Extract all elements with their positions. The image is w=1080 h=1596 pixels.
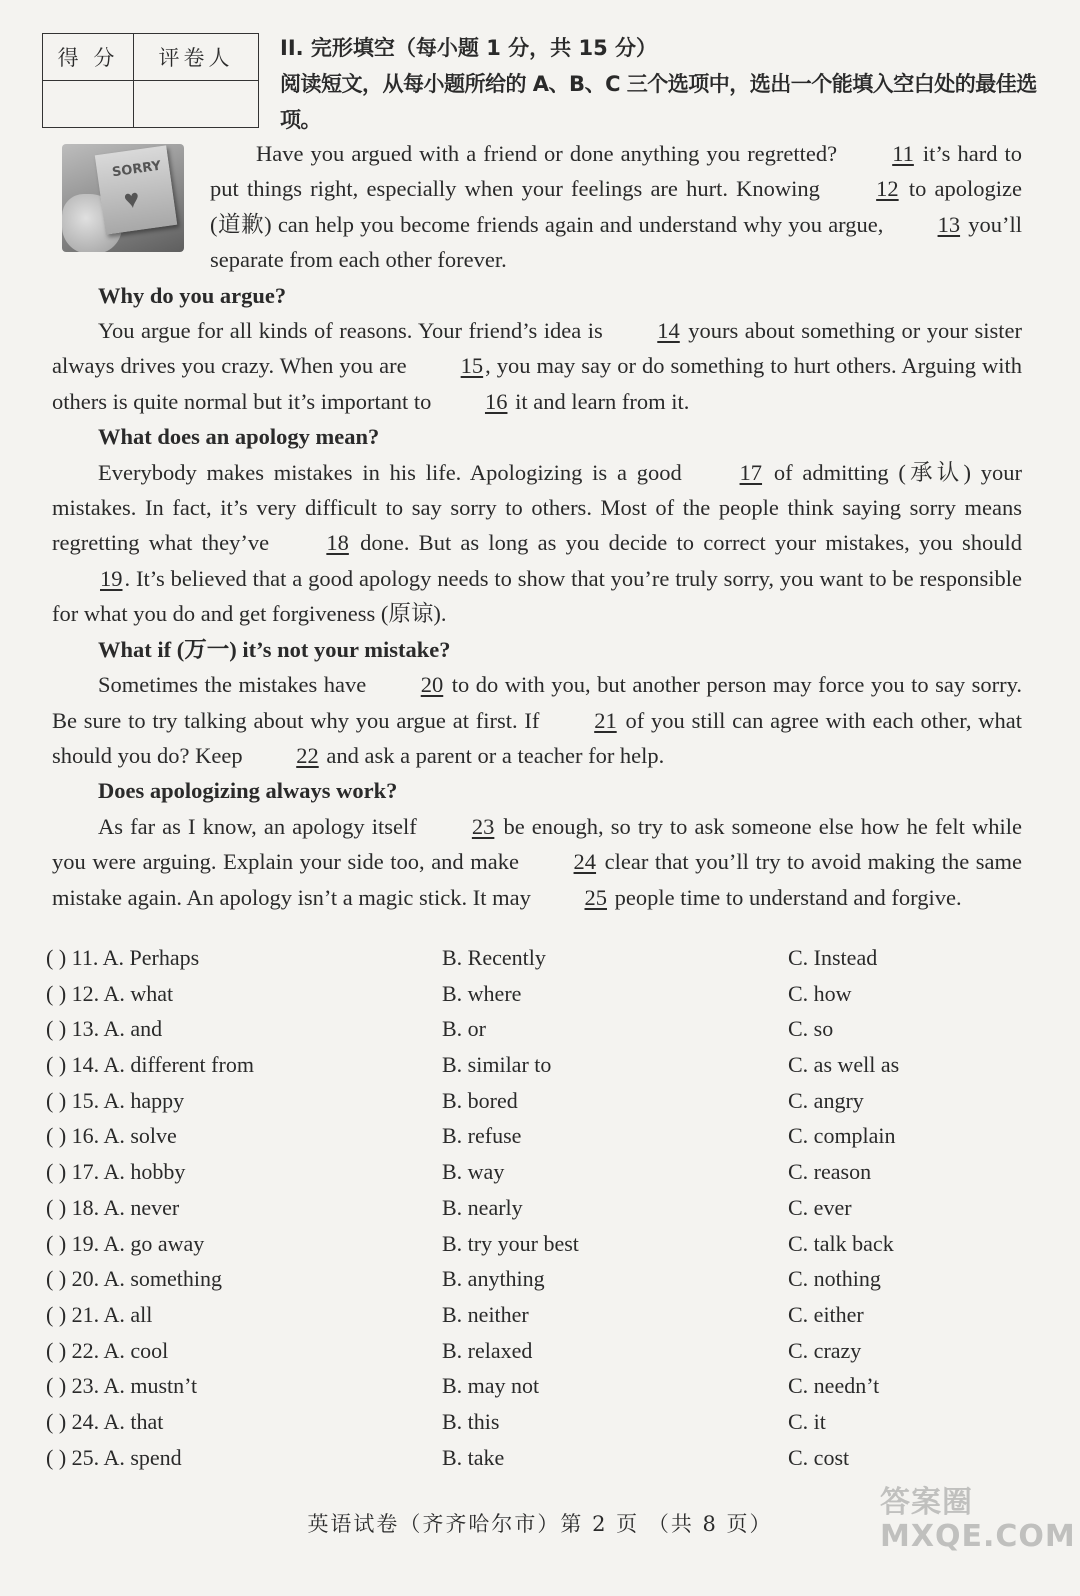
blank-19[interactable]: 19 [100, 565, 123, 591]
option-b[interactable]: B. anything [442, 1266, 545, 1292]
option-c[interactable]: C. it [788, 1408, 826, 1434]
option-c[interactable]: C. cost [788, 1444, 850, 1470]
option-b[interactable]: B. nearly [442, 1194, 523, 1220]
section-instruction: 阅读短文，从每小题所给的 A、B、C 三个选项中，选出一个能填入空白处的最佳选项。 [280, 72, 1037, 132]
blank-16[interactable]: 16 [484, 388, 508, 414]
question-row [46, 1159, 1036, 1195]
passage-text: of admitting (承认) your mistakes. In fact, it’s very difficult to say sorry to others. Most of the people think saying sorry means regretting what they’ve [52, 459, 1022, 556]
blank-25[interactable]: 25 [584, 884, 607, 910]
passage-text: Sometimes the mistakes have [98, 672, 373, 698]
question-row [46, 1052, 1036, 1088]
passage-text: to apologize (道歉) can help you become friends again and understand why you argue, [210, 176, 1023, 237]
passage-text: Have you argued with a friend or done anything you regretted? [256, 141, 845, 166]
passage-text: As far as I know, an apology itself [98, 813, 424, 839]
blank-22[interactable]: 22 [296, 742, 319, 768]
grader-label: 评卷人 [134, 34, 259, 81]
passage-text: be enough, so try to ask someone else how he felt while you were arguing. Explain your side too, and make [52, 813, 1023, 875]
passage-text: done. But as long as you decide to correct your mistakes, you should [350, 530, 1022, 556]
question-row [46, 1088, 1036, 1124]
question-option-a[interactable]: ( ) 12. A. what [46, 980, 174, 1006]
question-row [46, 981, 1036, 1017]
score-cell[interactable] [43, 81, 134, 128]
cloze-passage [52, 136, 1022, 915]
heading-why-argue: Why do you argue? [98, 282, 287, 308]
grader-cell[interactable] [134, 81, 259, 128]
passage-text: clear that you’ll try to avoid making the same mistake again. An apology isn’t a magic stick. It may [52, 849, 1022, 910]
passage-text: to do with you, but another person may force you to say sorry. Be sure to try talking about why you argue at first. If [52, 672, 1022, 733]
section-title: II. 完形填空（每小题 1 分，共 15 分） [280, 36, 657, 60]
option-c[interactable]: C. complain [788, 1123, 896, 1149]
option-b[interactable]: B. relaxed [442, 1337, 533, 1363]
heading-apologizing-work: Does apologizing always work? [98, 778, 398, 804]
paragraph-3 [52, 455, 1022, 632]
question-row [46, 1445, 1036, 1481]
blank-21[interactable]: 21 [594, 707, 617, 733]
question-row [46, 1302, 1036, 1338]
question-option-a[interactable]: ( ) 20. A. something [46, 1266, 222, 1292]
question-option-a[interactable]: ( ) 23. A. mustn’t [46, 1373, 198, 1399]
score-box [42, 33, 259, 128]
passage-text: yours about something or your sister always drives you crazy. When you are [52, 318, 1023, 379]
option-c[interactable]: C. as well as [788, 1052, 900, 1078]
option-b[interactable]: B. may not [442, 1373, 540, 1399]
sorry-word: SORRY [111, 158, 162, 181]
paragraph-5 [52, 809, 1022, 915]
blank-20[interactable]: 20 [420, 672, 444, 698]
option-b[interactable]: B. way [442, 1159, 505, 1185]
option-c[interactable]: C. angry [788, 1087, 864, 1113]
question-option-a[interactable]: ( ) 15. A. happy [46, 1087, 185, 1113]
question-row [46, 1409, 1036, 1445]
passage-text: Everybody makes mistakes in his life. Apologizing is a good [98, 459, 692, 485]
question-option-a[interactable]: ( ) 13. A. and [46, 1016, 163, 1042]
option-c[interactable]: C. so [788, 1016, 834, 1042]
option-c[interactable]: C. how [788, 980, 852, 1006]
question-row [46, 1266, 1036, 1302]
option-b[interactable]: B. neither [442, 1301, 529, 1327]
question-option-a[interactable]: ( ) 11. A. Perhaps [46, 945, 200, 970]
option-c[interactable]: C. ever [788, 1194, 852, 1220]
score-label: 得 分 [43, 34, 134, 81]
page-footer: 英语试卷（齐齐哈尔市）第 2 页 （共 8 页） [307, 1512, 773, 1536]
paragraph-1 [52, 136, 1022, 278]
question-option-a[interactable]: ( ) 14. A. different from [46, 1052, 254, 1078]
paragraph-2 [52, 313, 1022, 419]
blank-24[interactable]: 24 [573, 849, 597, 875]
passage-text: , you may say or do something to hurt others. Arguing with others is quite normal but it’s important to [52, 353, 1022, 414]
option-b[interactable]: B. similar to [442, 1052, 552, 1078]
question-row [46, 1373, 1036, 1409]
blank-18[interactable]: 18 [326, 530, 349, 556]
option-b[interactable]: B. refuse [442, 1123, 522, 1149]
blank-17[interactable]: 17 [739, 459, 763, 485]
blank-13[interactable]: 13 [937, 211, 961, 237]
option-b[interactable]: B. try your best [442, 1230, 579, 1256]
option-c[interactable]: C. either [788, 1301, 864, 1327]
question-row [46, 1231, 1036, 1267]
passage-text: it’s hard to put things right, especially when your feelings are hurt. Knowing [210, 141, 1022, 202]
heart-icon: ♥ [122, 183, 142, 215]
option-b[interactable]: B. bored [442, 1087, 518, 1113]
question-option-a[interactable]: ( ) 25. A. spend [46, 1444, 182, 1470]
option-c[interactable]: C. crazy [788, 1337, 862, 1363]
heading-not-your-mistake: What if (万一) it’s not your mistake? [98, 636, 451, 662]
question-option-a[interactable]: ( ) 21. A. all [46, 1301, 153, 1327]
question-option-a[interactable]: ( ) 18. A. never [46, 1194, 180, 1220]
option-c[interactable]: C. talk back [788, 1230, 894, 1256]
watermark-logo [880, 1486, 1076, 1554]
passage-text: You argue for all kinds of reasons. Your friend’s idea is [98, 318, 610, 344]
passage-text: people time to understand and forgive. [609, 884, 962, 910]
section-header [280, 30, 1040, 138]
option-b[interactable]: B. Recently [442, 945, 546, 970]
passage-text: and ask a parent or a teacher for help. [320, 742, 665, 768]
blank-11[interactable]: 11 [892, 141, 914, 166]
blank-15[interactable]: 15 [460, 353, 484, 379]
option-c[interactable]: C. reason [788, 1159, 872, 1185]
passage-text: . It’s believed that a good apology needs to show that you’re truly sorry, you want to be responsible for what you do and get forgiveness (原谅). [52, 565, 1022, 627]
question-option-a[interactable]: ( ) 17. A. hobby [46, 1159, 186, 1185]
question-option-a[interactable]: ( ) 24. A. that [46, 1408, 164, 1434]
option-b[interactable]: B. where [442, 980, 522, 1006]
blank-14[interactable]: 14 [657, 318, 680, 344]
passage-text: of you still can agree with each other, what should you do? Keep [52, 707, 1022, 768]
option-c[interactable]: C. nothing [788, 1266, 881, 1292]
option-c[interactable]: C. needn’t [788, 1373, 880, 1399]
option-b[interactable]: B. or [442, 1016, 486, 1042]
question-row [46, 1016, 1036, 1052]
answer-options [46, 945, 1036, 1480]
blank-23[interactable]: 23 [471, 813, 495, 839]
paragraph-4 [52, 667, 1022, 773]
question-option-a[interactable]: ( ) 19. A. go away [46, 1230, 205, 1256]
option-b[interactable]: B. take [442, 1444, 505, 1470]
passage-text: you’ll separate from each other forever. [210, 211, 1022, 273]
passage-text: it and learn from it. [509, 388, 690, 414]
question-option-a[interactable]: ( ) 22. A. cool [46, 1337, 169, 1363]
question-option-a[interactable]: ( ) 16. A. solve [46, 1123, 177, 1149]
option-b[interactable]: B. this [442, 1408, 500, 1434]
question-row [46, 1338, 1036, 1374]
watermark-text-url: MXQE.COM [880, 1519, 1076, 1554]
question-row [46, 1123, 1036, 1159]
heading-apology-mean: What does an apology mean? [98, 424, 380, 450]
question-row [46, 945, 1036, 981]
blank-12[interactable]: 12 [876, 176, 899, 202]
option-c[interactable]: C. Instead [788, 945, 878, 970]
watermark-text-cn: 答案圈 [880, 1485, 973, 1520]
question-row [46, 1195, 1036, 1231]
